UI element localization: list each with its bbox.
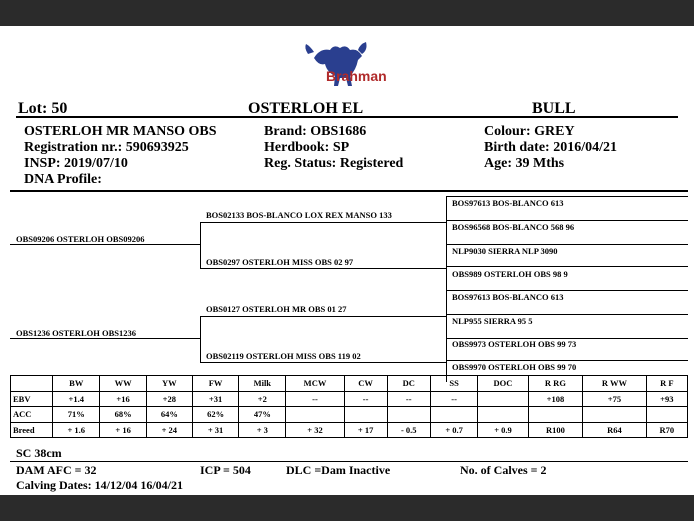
table-cell: 71% [53, 407, 100, 423]
table-cell [286, 407, 344, 423]
column-header: R RG [528, 376, 583, 392]
lot-header [16, 100, 678, 118]
table-row [11, 391, 688, 407]
table-cell: - 0.5 [387, 422, 430, 438]
pedigree-gg: OBS989 OSTERLOH OBS 98 9 [452, 269, 568, 279]
reg-status: Reg. Status: Registered [264, 156, 404, 171]
table-cell: 47% [239, 407, 286, 423]
logo-text: Brahman [326, 68, 387, 84]
info-divider [10, 190, 688, 192]
pedigree-line [446, 196, 688, 197]
table-cell: +75 [583, 391, 646, 407]
table-cell [478, 407, 528, 423]
animal-id-block [24, 124, 217, 188]
table-cell: -- [286, 391, 344, 407]
pedigree-line [446, 314, 688, 315]
pedigree-gg: NLP955 SIERRA 95 5 [452, 316, 533, 326]
table-cell: 62% [192, 407, 238, 423]
pedigree-line [200, 316, 446, 317]
column-header: SS [430, 376, 477, 392]
scrotal-circumference: SC 38cm [16, 446, 62, 460]
animal-sex: BULL [532, 100, 576, 117]
table-cell: +1.4 [53, 391, 100, 407]
lot-number: Lot: 50 [18, 100, 68, 117]
dna-profile: DNA Profile: [24, 172, 102, 187]
pedigree-sire: OBS09206 OSTERLOH OBS09206 [16, 234, 145, 244]
table-cell: -- [387, 391, 430, 407]
number-of-calves: No. of Calves = 2 [460, 463, 547, 477]
column-header: R F [646, 376, 687, 392]
bottom-letterbox [0, 495, 694, 521]
pedigree-sire-sire: BOS02133 BOS-BLANCO LOX REX MANSO 133 [206, 210, 392, 220]
table-cell: R64 [583, 422, 646, 438]
table-cell [478, 391, 528, 407]
pedigree-line [10, 338, 200, 339]
table-row [11, 422, 688, 438]
table-cell [344, 407, 387, 423]
column-header: YW [146, 376, 192, 392]
animal-full-name: OSTERLOH MR MANSO OBS [24, 124, 217, 139]
column-header: MCW [286, 376, 344, 392]
table-cell [430, 407, 477, 423]
table-cell: + 24 [146, 422, 192, 438]
table-cell: + 0.7 [430, 422, 477, 438]
table-cell: +108 [528, 391, 583, 407]
table-cell: EBV [11, 391, 53, 407]
herdbook: Herdbook: SP [264, 140, 350, 155]
table-cell: ACC [11, 407, 53, 423]
pedigree-line [200, 316, 201, 362]
column-header: R WW [583, 376, 646, 392]
footer-divider [10, 461, 688, 462]
table-cell: + 32 [286, 422, 344, 438]
sale-catalogue-page [0, 26, 694, 495]
pedigree-line [200, 222, 201, 268]
pedigree-gg: OBS9973 OSTERLOH OBS 99 73 [452, 339, 577, 349]
table-cell: + 16 [100, 422, 146, 438]
pedigree-line [446, 244, 447, 290]
colour: Colour: GREY [484, 124, 575, 139]
column-header [11, 376, 53, 392]
table-cell: +93 [646, 391, 687, 407]
column-header: DC [387, 376, 430, 392]
column-header: CW [344, 376, 387, 392]
pedigree-sire-dam: OBS0297 OSTERLOH MISS OBS 02 97 [206, 257, 354, 267]
pedigree-gg: BOS97613 BOS-BLANCO 613 [452, 198, 564, 208]
pedigree-dam-dam: OBS02119 OSTERLOH MISS OBS 119 02 [206, 351, 361, 361]
table-cell [528, 407, 583, 423]
table-cell: +2 [239, 391, 286, 407]
animal-name: OSTERLOH EL [248, 100, 364, 117]
animal-detail-block [484, 124, 617, 172]
pedigree-line [446, 244, 688, 245]
column-header: BW [53, 376, 100, 392]
registration-number: Registration nr.: 590693925 [24, 140, 189, 155]
dlc: DLC =Dam Inactive [286, 463, 391, 477]
table-cell: + 1.6 [53, 422, 100, 438]
icp: ICP = 504 [200, 463, 251, 477]
pedigree-dam: OBS1236 OSTERLOH OBS1236 [16, 328, 136, 338]
table-cell: + 3 [239, 422, 286, 438]
pedigree-line [446, 290, 688, 291]
table-cell [646, 407, 687, 423]
table-row [11, 407, 688, 423]
table-header-row [11, 376, 688, 392]
table-cell: 68% [100, 407, 146, 423]
top-letterbox [0, 0, 694, 26]
pedigree-gg: BOS97613 BOS-BLANCO 613 [452, 292, 564, 302]
pedigree-line [200, 362, 446, 363]
table-cell: -- [430, 391, 477, 407]
calving-dates: Calving Dates: 14/12/04 16/04/21 [16, 478, 183, 492]
table-cell: + 0.9 [478, 422, 528, 438]
table-cell: + 31 [192, 422, 238, 438]
table-cell: R100 [528, 422, 583, 438]
pedigree-line [200, 222, 446, 223]
pedigree-line [10, 244, 200, 245]
column-header: FW [192, 376, 238, 392]
pedigree-line [446, 266, 688, 267]
pedigree-line [446, 360, 688, 361]
brand: Brand: OBS1686 [264, 124, 367, 139]
column-header: DOC [478, 376, 528, 392]
pedigree-line [200, 268, 446, 269]
pedigree-gg: BOS96568 BOS-BLANCO 568 96 [452, 222, 575, 232]
table-cell: +16 [100, 391, 146, 407]
ebv-table [10, 375, 688, 438]
dam-afc: DAM AFC = 32 [16, 463, 97, 477]
pedigree-gg: OBS9970 OSTERLOH OBS 99 70 [452, 362, 577, 372]
column-header: WW [100, 376, 146, 392]
brahman-logo [296, 36, 400, 94]
pedigree-gg: NLP9030 SIERRA NLP 3090 [452, 246, 558, 256]
pedigree-line [446, 220, 688, 221]
birth-date: Birth date: 2016/04/21 [484, 140, 617, 155]
table-cell: Breed [11, 422, 53, 438]
pedigree-dam-sire: OBS0127 OSTERLOH MR OBS 01 27 [206, 304, 347, 314]
inspection-date: INSP: 2019/07/10 [24, 156, 128, 171]
animal-brand-block [264, 124, 403, 172]
table-cell: -- [344, 391, 387, 407]
table-cell: +28 [146, 391, 192, 407]
table-cell [387, 407, 430, 423]
table-cell [583, 407, 646, 423]
table-cell: R70 [646, 422, 687, 438]
column-header: Milk [239, 376, 286, 392]
table-cell: 64% [146, 407, 192, 423]
table-cell: + 17 [344, 422, 387, 438]
table-cell: +31 [192, 391, 238, 407]
age: Age: 39 Mths [484, 156, 565, 171]
